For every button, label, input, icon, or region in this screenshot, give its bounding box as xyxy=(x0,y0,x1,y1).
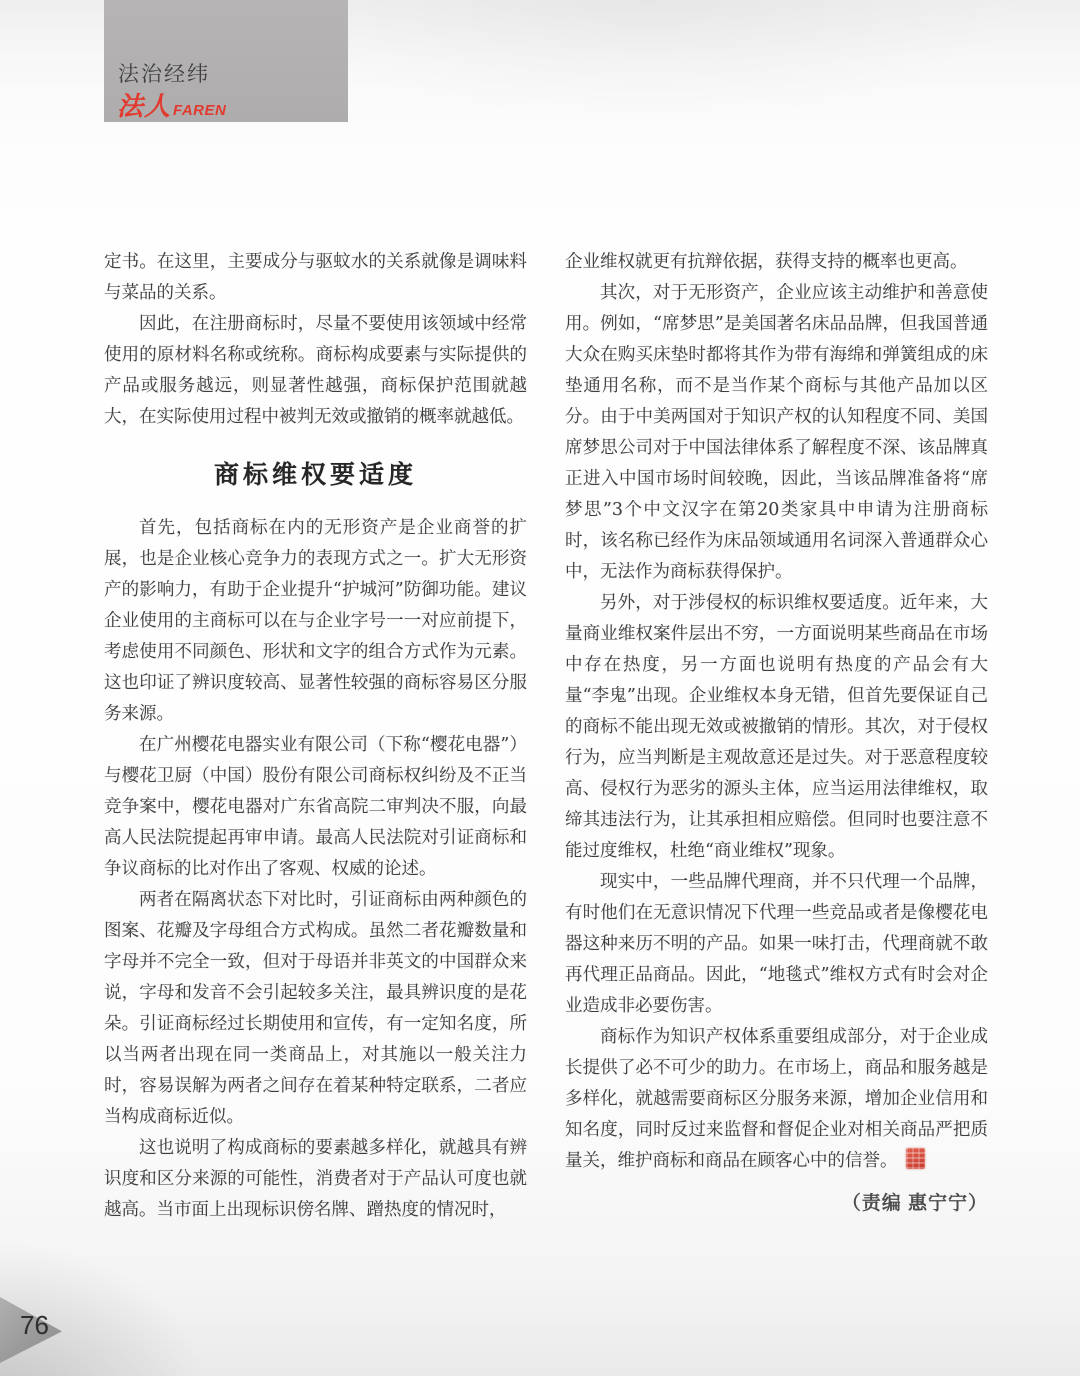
paragraph-with-seal xyxy=(565,1022,988,1177)
paragraph: 两者在隔离状态下对比时，引证商标由两种颜色的图案、花瓣及字母组合方式构成。虽然二者花瓣数量和字母并不完全一致，但对于母语并非英文的中国群众来说，字母和发音不会引起较多关注，最具辨识度的是花朵。引证商标经过长期使用和宣传，有一定知名度，所以当两者出现在同一类商品上，对其施以一般关注力时，容易误解为两者之间存在着某种特定联系，二者应当构成商标近似。 xyxy=(104,890,527,1127)
paragraph: 其次，对于无形资产，企业应该主动维护和善意使用。例如，“席梦思”是美国著名床品品牌，但我国普通大众在购买床垫时都将其作为带有海绵和弹簧组成的床垫通用名称，而不是当作某个商标与其他产品加以区分。由于中美两国对于知识产权的认知程度不同、美国席梦思公司对于中国法律体系了解程度不深、该品牌真正进入中国市场时间较晚，因此，当该品牌准备将“席梦思”3个中文汉字在第20类家具中申请为注册商标时，该名称已经作为床品领域通用名词深入普通群众心中，无法作为商标获得保护。 xyxy=(565,283,988,582)
paragraph: 首先，包括商标在内的无形资产是企业商誉的扩展，也是企业核心竞争力的表现方式之一。扩大无形资产的影响力，有助于企业提升“护城河”防御功能。建议企业使用的主商标可以在与企业字号一一对应前提下，考虑使用不同颜色、形状和文字的组合方式作为元素。这也印证了辨识度较高、显著性较强的商标容易区分服务来源。 xyxy=(104,518,527,724)
section-heading: 商标维权要适度 xyxy=(213,460,417,489)
page-number: 76 xyxy=(20,1310,49,1340)
paragraph: 因此，在注册商标时，尽量不要使用该领域中经常使用的原材料名称或统称。商标构成要素与实际提供的产品或服务越远，则显著性越强，商标保护范围就越大，在实际使用过程中被判无效或撤销的概率就越低。 xyxy=(104,314,527,427)
right-column xyxy=(565,247,988,1226)
section-header-block xyxy=(104,0,348,122)
paragraph: 定书。在这里，主要成分与驱蚊水的关系就像是调味料与菜品的关系。 xyxy=(104,252,527,303)
paragraph: 另外，对于涉侵权的标识维权要适度。近年来，大量商业维权案件层出不穷，一方面说明某些商品在市场中存在热度，另一方面也说明有热度的产品会有大量“李鬼”出现。企业维权本身无错，但首先要保证自己的商标不能出现无效或被撤销的情形。其次，对于侵权行为，应当判断是主观故意还是过失。对于恶意程度较高、侵权行为恶劣的源头主体，应当运用法律维权，取缔其违法行为，让其承担相应赔偿。但同时也要注意不能过度维权，杜绝“商业维权”现象。 xyxy=(565,593,988,861)
paragraph: 现实中，一些品牌代理商，并不只代理一个品牌，有时他们在无意识情况下代理一些竞品或者是像樱花电器这种来历不明的产品。如果一味打击，代理商就不敢再代理正品商品。因此，“地毯式”维权方式有时会对企业造成非必要伤害。 xyxy=(565,872,988,1016)
paragraph-text: 商标作为知识产权体系重要组成部分，对于企业成长提供了必不可少的助力。在市场上，商品和服务越是多样化，就越需要商标区分服务来源，增加企业信用和知名度，同时反过来监督和督促企业对相关商品严把质量关，维护商标和商品在顾客心中的信誉。 xyxy=(565,1027,988,1171)
logo-chinese-text: 法人 xyxy=(117,91,172,121)
faren-magazine-logo xyxy=(117,86,226,123)
paragraph: 这也说明了构成商标的要素越多样化，就越具有辨识度和区分来源的可能性，消费者对于产品认可度也就越高。当市面上出现标识傍名牌、蹭热度的情况时， xyxy=(104,1138,527,1220)
logo-latin-text: FAREN xyxy=(173,102,227,119)
left-column xyxy=(104,247,527,1226)
paragraph: 企业维权就更有抗辩依据，获得支持的概率也更高。 xyxy=(565,252,968,272)
article-body xyxy=(104,247,988,1226)
paragraph: 在广州樱花电器实业有限公司（下称“樱花电器”）与樱花卫厨（中国）股份有限公司商标权纠纷及不正当竞争案中，樱花电器对广东省高院二审判决不服，向最高人民法院提起再审申请。最高人民法院对引证商标和争议商标的比对作出了客观、权威的论述。 xyxy=(104,735,527,879)
section-label: 法治经纬 xyxy=(118,63,210,86)
editor-credit: （责编 惠宁宁） xyxy=(841,1193,988,1214)
red-seal-stamp-icon xyxy=(906,1148,925,1169)
